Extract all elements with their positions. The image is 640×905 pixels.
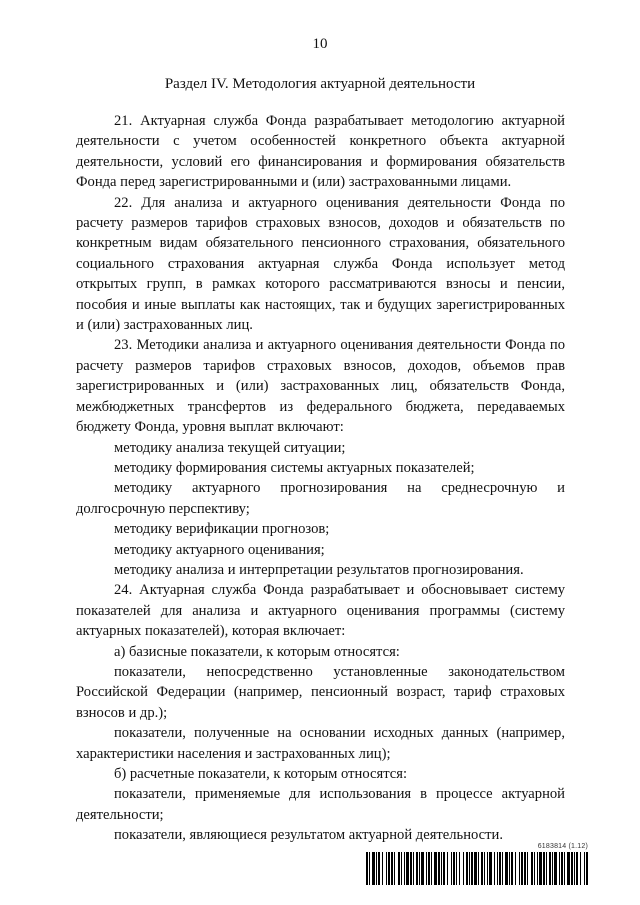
list-item: методику актуарного оценивания;	[114, 541, 325, 558]
section-title: Раздел IV. Методология актуарной деятельности	[164, 76, 476, 92]
list-item: методику актуарного прогнозирования на среднесрочную и долгосрочную перспективу;	[76, 480, 565, 517]
subsection-a: а) базисные показатели, к которым относятся:	[114, 643, 400, 660]
list-item: методику анализа текущей ситуации;	[114, 439, 346, 456]
list-item: показатели, применяемые для использования в процессе актуарной деятельности;	[76, 786, 565, 823]
list-item: показатели, являющиеся результатом актуарной деятельности.	[114, 827, 503, 844]
list-item: показатели, непосредственно установленные законодательством Российской Федерации (например, пенсионный возраст, тариф страховых взносов и др.);	[76, 663, 565, 721]
barcode-icon	[366, 852, 588, 885]
paragraph-21: 21. Актуарная служба Фонда разрабатывает методологию актуарной деятельности с учетом особенностей конкретного объекта актуарной деятельности, условий его финансирования и формирования обязательств Фонда перед зарегистрированными и (или) застрахованными лицами.	[76, 113, 565, 191]
paragraph-24: 24. Актуарная служба Фонда разрабатывает и обосновывает систему показателей для анализа и актуарного оценивания программы (систему актуарных показателей), которая включает:	[76, 582, 565, 640]
document-body	[76, 111, 565, 846]
list-item: методику верификации прогнозов;	[114, 521, 330, 538]
paragraph-23: 23. Методики анализа и актуарного оценивания деятельности Фонда по расчету размеров тарифов страховых взносов, доходов, объемов прав зарегистрированных и (или) застрахованных лиц, обязательств Фонда, межбюджетных трансфертов из федерального бюджета, передаваемых бюджету Фонда, уровня выплат включают:	[76, 337, 565, 436]
list-item: показатели, полученные на основании исходных данных (например, характеристики населения и застрахованных лиц);	[76, 725, 565, 762]
subsection-b: б) расчетные показатели, к которым относятся:	[114, 766, 407, 782]
list-item: методику формирования системы актуарных показателей;	[114, 459, 475, 476]
list-item: методику анализа и интерпретации результатов прогнозирования.	[114, 561, 524, 578]
paragraph-22: 22. Для анализа и актуарного оценивания деятельности Фонда по расчету размеров тарифов страховых взносов, доходов и обязательств по конкретным видам обязательного пенсионного страхования, обязательного социального страхования актуарная служба Фонда использует метод открытых групп, в рамках которого рассматриваются взносы и пенсии, пособия и иные выплаты как настоящих, так и будущих зарегистрированных и (или) застрахованных лиц.	[76, 194, 565, 334]
barcode-caption: 6183814 (1.12)	[537, 843, 588, 850]
page-number: 10	[312, 36, 328, 52]
barcode-block	[366, 843, 588, 888]
